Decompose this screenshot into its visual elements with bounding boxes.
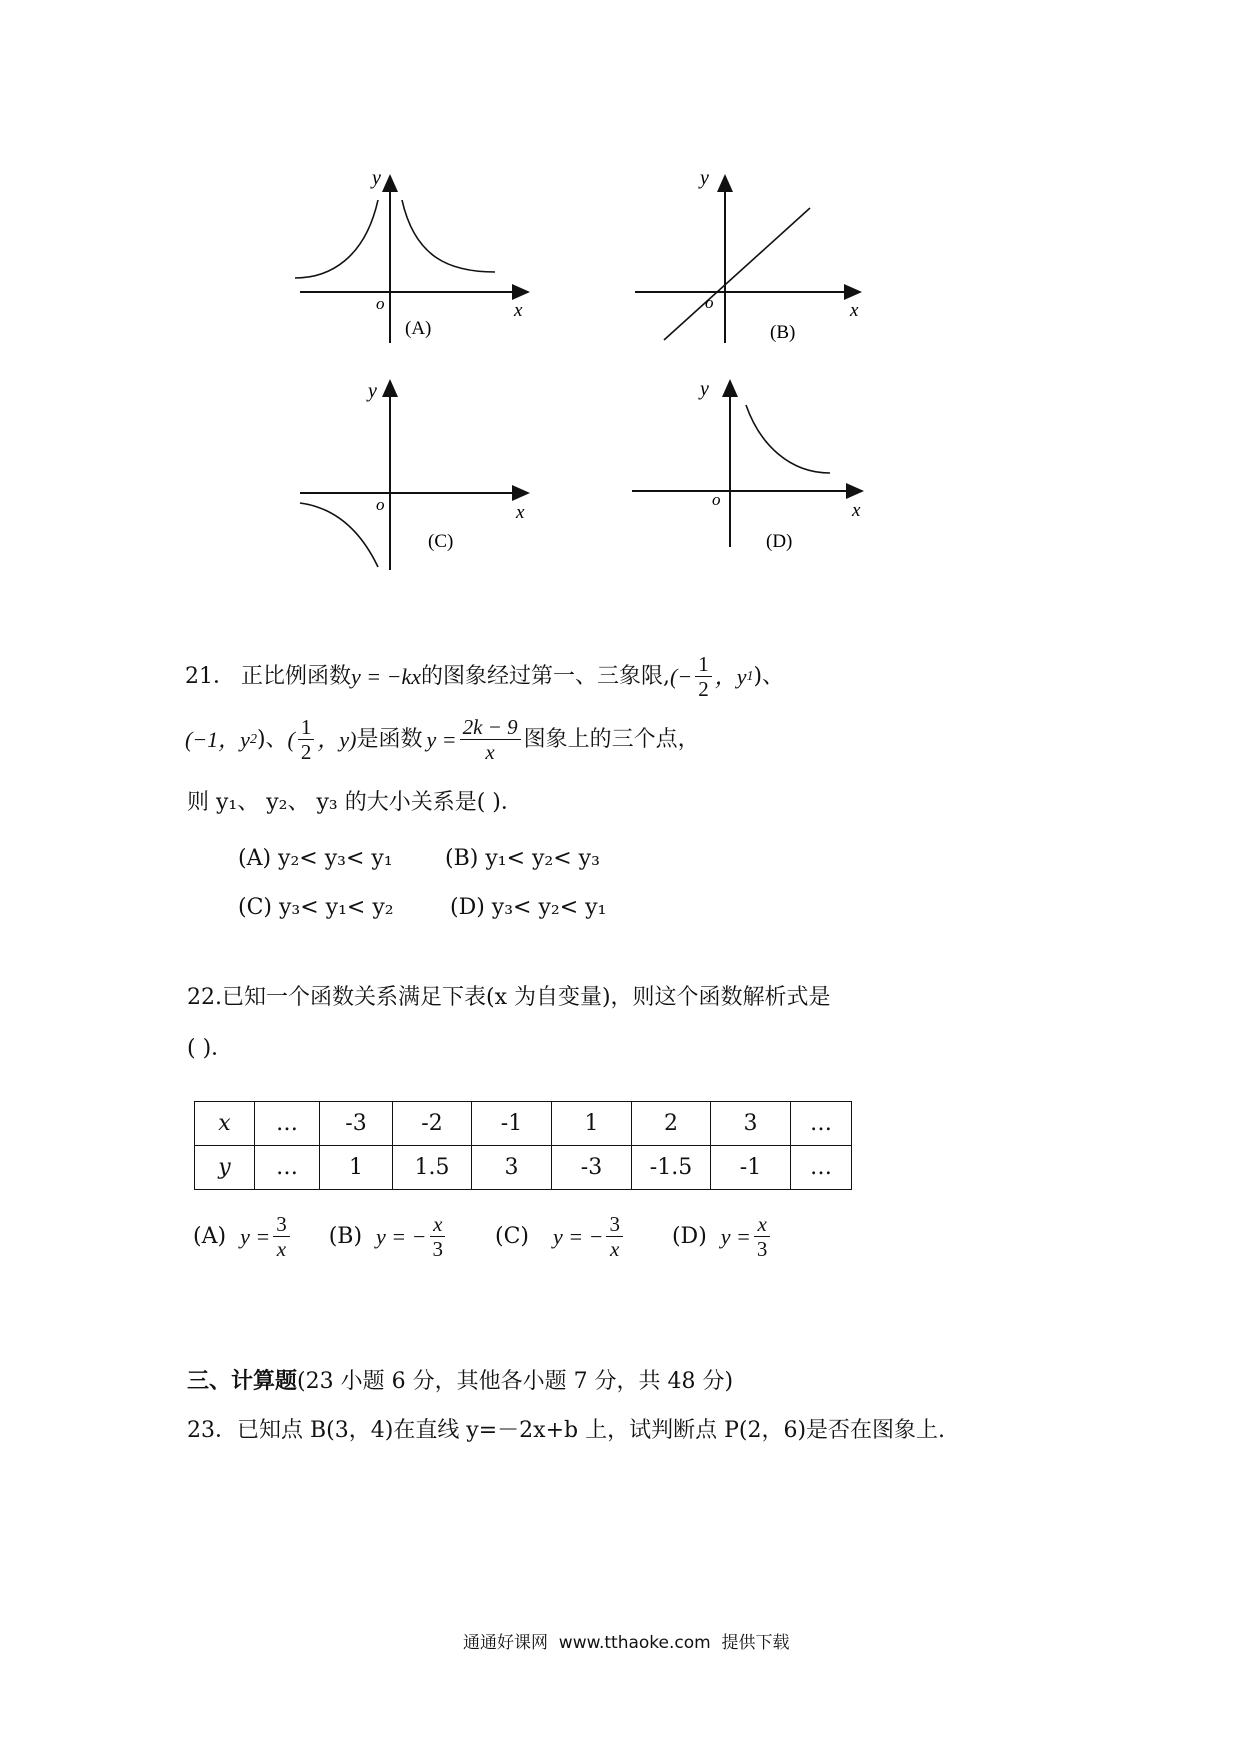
q22-option-a-frac: $\frac{3}{x}$ [273,1212,290,1261]
x-label: x [516,502,525,523]
q22-option-d-lhs: y = [720,1223,751,1249]
q21-option-c: (C) y₃< y₁< y₂ [238,895,394,920]
line-through-origin [664,208,810,340]
caption-a: (A) [405,318,432,339]
table-cell: … [255,1146,320,1190]
q22-option-d-frac: $\frac{x}{3}$ [754,1212,771,1261]
table-cell: -1.5 [632,1146,711,1190]
q21-point1-rest: ，y [714,663,747,689]
q21-func-text: 是函数 [356,726,423,752]
section3-heading: 三、计算题 [187,1368,298,1394]
origin-label: o [376,294,385,313]
y-label: y [700,170,709,189]
q21-point1-open: (− [670,663,693,689]
q21-point3-open: ( [287,726,295,752]
q21-func-frac: $\frac{2k - 9}{x}$ [460,715,521,764]
q22-value-table [194,1101,852,1190]
q21-line1: 21． 正比例函数 y = −kx 的图象经过第一、三象限, (− $\frac{1}{2}$ ，y 1 )、 [185,652,785,702]
q21-point1-close: )、 [753,663,785,689]
q22-options [193,1212,773,1261]
q21-line2: (−1，y 2 )、 ( $\frac{1}{2}$ ，y) 是函数 y = $\frac{2k - 9}{x}$ 图象上的三个点， [185,715,700,765]
table-cell: -3 [552,1146,632,1190]
table-cell: 1 [320,1146,393,1190]
table-cell: y [195,1146,255,1190]
y-label: y [700,378,709,400]
q22-option-d-label: (D) [671,1223,707,1249]
q22-option-b-label: (B) [328,1223,363,1249]
q21-text2: 的图象经过第一、三象限, [421,663,671,689]
graph-b [620,170,880,350]
x-label: x [514,300,523,321]
table-cell: 2 [632,1102,711,1146]
q21-point2-close: )、 [256,726,288,752]
footer-source: 通通好课网 www.tthaoke.com 提供下载 [463,1633,790,1653]
origin-label: o [712,490,721,509]
table-cell: … [791,1102,852,1146]
graph-c [290,375,550,575]
q22-option-b-lhs: y = − [376,1223,427,1249]
graph-a [290,170,550,350]
q21-point3-frac: $\frac{1}{2}$ [298,715,315,764]
curve-left [295,200,378,278]
table-row-x [195,1102,852,1146]
table-cell: -1 [472,1102,552,1146]
q22-option-c-frac: $\frac{3}{x}$ [606,1212,623,1261]
q21-option-d: (D) y₃< y₂< y₁ [450,895,607,920]
table-cell: -2 [393,1102,472,1146]
caption-b: (B) [770,322,796,343]
q21-text: 正比例函数 [241,663,352,689]
q21-option-a: (A) y₂< y₃< y₁ [238,846,393,871]
q21-point3-rest: ，y) [317,726,357,752]
caption-c: (C) [428,531,454,552]
q21-line3: 则 y₁、 y₂、 y₃ 的大小关系是( )． [187,790,523,815]
q22-option-c-label: (C) [495,1223,529,1249]
table-row-y [195,1146,852,1190]
q21-number: 21． [185,663,235,689]
q22-line1: 22.已知一个函数关系满足下表(x 为自变量)，则这个函数解析式是 [187,985,831,1010]
x-label: x [850,300,859,321]
q22-line2: ( )． [187,1036,234,1061]
table-cell: 3 [472,1146,552,1190]
graph-d [620,375,880,575]
q21-func-text2: 图象上的三个点， [523,726,700,752]
q23-text: 23．已知点 B(3，4)在直线 y=－2x+b 上，试判断点 P(2，6)是否在图象上. [187,1418,946,1443]
curve-third-quadrant [300,503,378,567]
table-cell: x [195,1102,255,1146]
q21-func-y: y = [426,726,457,752]
curve-right [402,200,495,272]
table-cell: -3 [320,1102,393,1146]
table-cell: 1.5 [393,1146,472,1190]
table-cell: … [255,1102,320,1146]
q21-point2: (−1，y [185,726,250,752]
q21-option-b: (B) y₁< y₂< y₃ [445,846,600,871]
q22-option-b-frac: $\frac{x}{3}$ [430,1212,447,1261]
q22-option-a-lhs: y = [240,1223,271,1249]
q21-point1-frac: $\frac{1}{2}$ [695,652,712,701]
origin-label: o [705,293,714,312]
table-cell: -1 [711,1146,791,1190]
table-cell: 3 [711,1102,791,1146]
section3-note: (23 小题 6 分，其他各小题 7 分，共 48 分) [297,1369,734,1394]
y-label: y [368,380,377,402]
table-cell: … [791,1146,852,1190]
caption-d: (D) [766,531,793,552]
q22-option-a-label: (A) [193,1223,227,1249]
q21-func: y = −kx [351,663,422,689]
q22-option-c-lhs: y = − [553,1223,604,1249]
curve-first-quadrant [746,405,830,473]
origin-label: o [376,495,385,514]
x-label: x [852,500,861,521]
table-cell: 1 [552,1102,632,1146]
section3-heading-line [187,1370,733,1393]
y-label: y [372,170,381,189]
